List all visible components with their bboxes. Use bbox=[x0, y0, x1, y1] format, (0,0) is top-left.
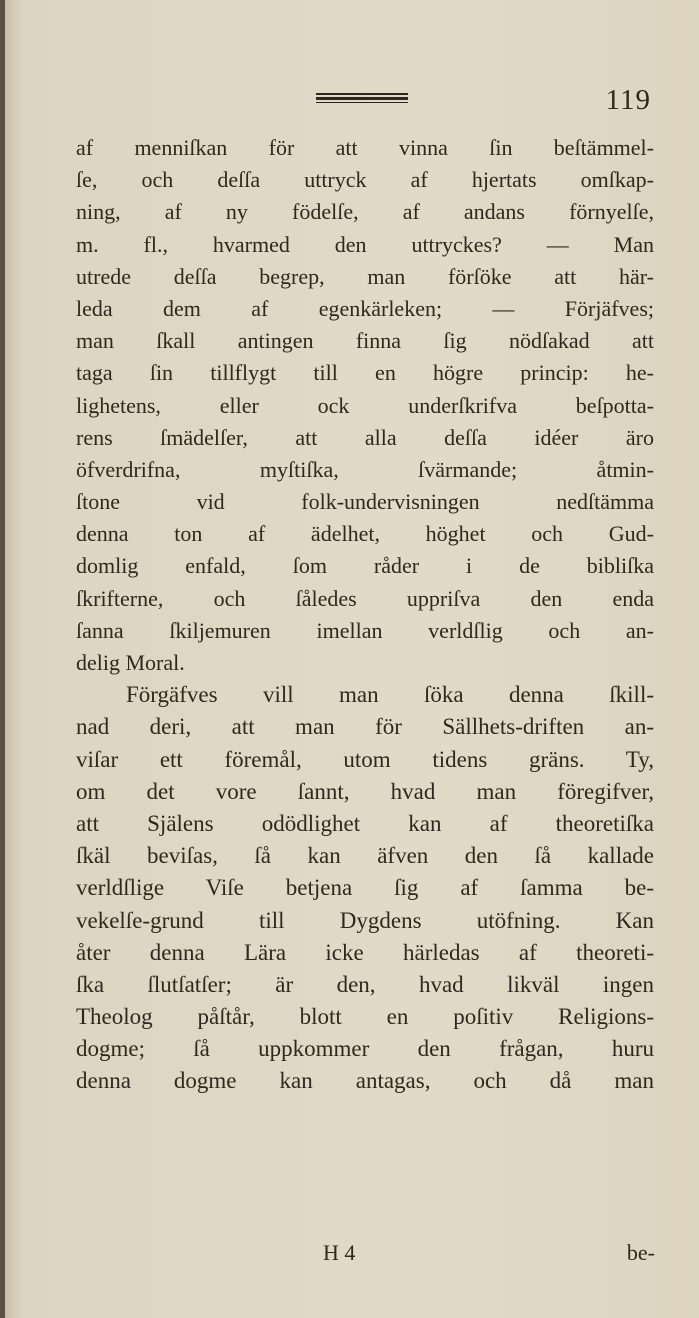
text-line: denna dogme kan antagas, och då man bbox=[76, 1068, 654, 1094]
signature-mark: H 4 bbox=[323, 1240, 356, 1265]
header-ornament-rule bbox=[316, 93, 408, 103]
text-line: af menniſkan för att vinna ſin beſtämmel- bbox=[76, 135, 654, 160]
text-line: ning, af ny födelſe, af andans förnyelſe, bbox=[76, 199, 654, 225]
text-line: ſkrifterne, och ſåledes uppriſva den enda bbox=[76, 585, 654, 611]
page-footer bbox=[0, 1240, 699, 1270]
text-line: rens ſmädelſer, att alla deſſa idéer äro bbox=[76, 424, 654, 450]
text-line: ſtone vid folk-undervisningen nedſtämma bbox=[76, 489, 654, 515]
text-line: denna ton af ädelhet, höghet och Gud- bbox=[76, 521, 654, 547]
text-line-paragraph-start: Förgäfves vill man ſöka denna ſkill- bbox=[126, 682, 654, 708]
text-line: delig Moral. bbox=[76, 650, 185, 675]
page-binding-edge bbox=[0, 0, 5, 1318]
text-line: nad deri, att man för Sällhets-driften an- bbox=[76, 714, 654, 740]
text-line: taga ſin tillflygt till en högre princip: he- bbox=[76, 360, 654, 386]
text-line: att Själens odödlighet kan af theoretiſka bbox=[76, 810, 654, 836]
text-line: vekelſe-grund till Dygdens utöfning. Kan bbox=[76, 907, 654, 933]
text-line: man ſkall antingen finna ſig nödſakad att bbox=[76, 328, 654, 354]
text-line: ſka ſlutſatſer; är den, hvad likväl ingen bbox=[76, 971, 654, 997]
text-line: Theolog påſtår, blott en poſitiv Religions- bbox=[76, 1004, 654, 1030]
text-line: åter denna Lära icke härledas af theoreti- bbox=[76, 939, 654, 965]
text-line: lighetens, eller ock underſkrifva beſpotta- bbox=[76, 392, 654, 418]
text-line: verldſlige Viſe betjena ſig af ſamma be- bbox=[76, 875, 654, 901]
text-line: ſkäl beviſas, ſå kan äfven den ſå kallade bbox=[76, 843, 654, 869]
text-line: leda dem af egenkärleken; — Förjäfves; bbox=[76, 295, 654, 321]
text-line: viſar ett föremål, utom tidens gräns. Ty, bbox=[76, 746, 654, 772]
body-text bbox=[76, 132, 654, 1098]
text-line: utrede deſſa begrep, man förſöke att här- bbox=[76, 263, 654, 289]
catchword: be- bbox=[626, 1240, 655, 1265]
text-line: dogme; ſå uppkommer den frågan, huru bbox=[76, 1036, 654, 1062]
text-line: domlig enfald, ſom råder i de bibliſka bbox=[76, 553, 654, 579]
text-line: ſe, och deſſa uttryck af hjertats omſkap- bbox=[76, 167, 654, 193]
page-number: 119 bbox=[605, 84, 651, 116]
text-line: m. fl., hvarmed den uttryckes? — Man bbox=[76, 231, 654, 257]
text-line: öfverdrifna, myſtiſka, ſvärmande; åtmin- bbox=[76, 456, 654, 482]
text-line: ſanna ſkiljemuren imellan verldſlig och an- bbox=[76, 617, 654, 643]
text-line: om det vore ſannt, hvad man föregifver, bbox=[76, 778, 654, 804]
